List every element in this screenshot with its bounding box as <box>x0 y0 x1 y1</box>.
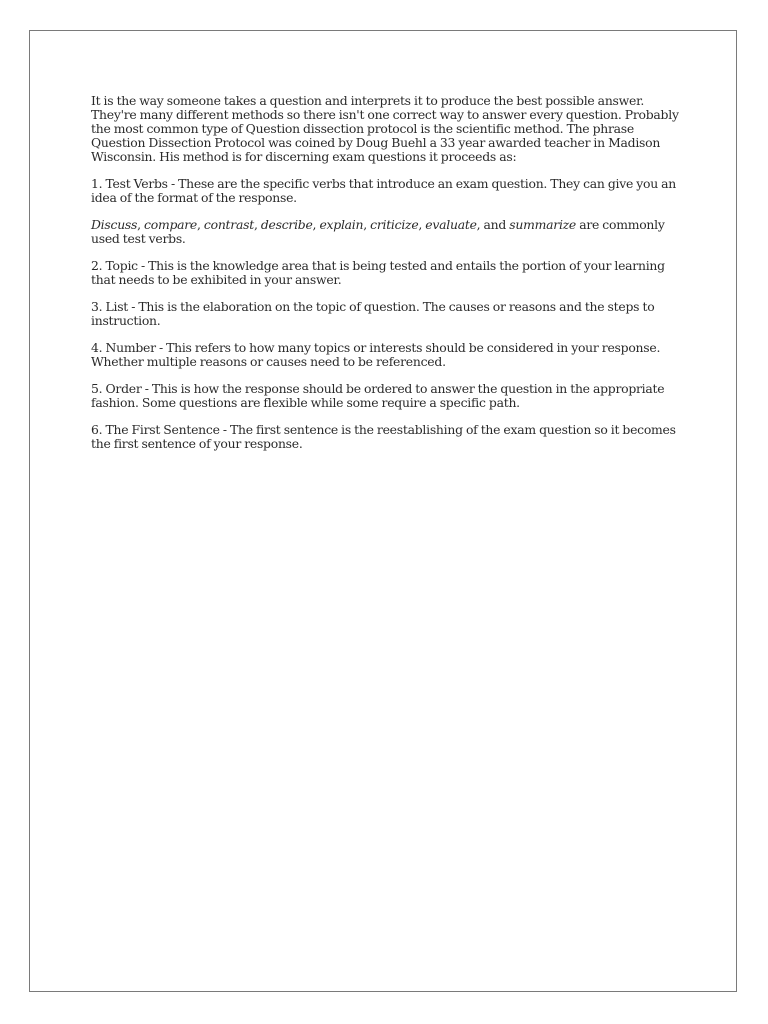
verb-describe: describe <box>260 217 313 232</box>
verb-explain: explain <box>319 217 364 232</box>
verb-discuss: Discuss <box>91 217 138 232</box>
item-number: 4. Number - This refers to how many topics or interests should be considered in your response. Whether multiple reasons or causes need to be referenced. <box>91 340 661 369</box>
intro-paragraph: It is the way someone takes a question and interprets it to produce the best possible answer. They're many different methods so there isn't one correct way to answer every question. Probably the most common type of Question dissection protocol is the scientific method. The phrase Question Dissection Protocol was coined by Doug Buehl a 33 year awarded teacher in Madison Wisconsin. His method is for discerning exam questions it proceeds as: <box>91 93 679 164</box>
verb-summarize: summarize <box>509 217 577 232</box>
item-order: 5. Order - This is how the response should be ordered to answer the question in the appropriate fashion. Some questions are flexible while some require a specific path. <box>91 381 665 410</box>
verb-criticize: criticize <box>370 217 419 232</box>
verb-compare: compare <box>144 217 198 232</box>
verb-evaluate: evaluate <box>425 217 477 232</box>
document-page <box>29 30 737 992</box>
item-topic: 2. Topic - This is the knowledge area that is being tested and entails the portion of your learning that needs to be exhibited in your answer. <box>91 258 665 287</box>
item-list: 3. List - This is the elaboration on the topic of question. The causes or reasons and the steps to instruction. <box>91 299 655 328</box>
item-first-sentence: 6. The First Sentence - The first sentence is the reestablishing of the exam question so it becomes the first sentence of your response. <box>91 422 676 451</box>
item-test-verbs: 1. Test Verbs - These are the specific verbs that introduce an exam question. They can give you an idea of the format of the response. <box>91 176 676 205</box>
verb-contrast: contrast <box>203 217 254 232</box>
document-body <box>91 94 687 464</box>
test-verbs-note: Discuss, compare, contrast, describe, explain, criticize, evaluate, and summarize are commonly used test verbs. <box>91 217 665 246</box>
